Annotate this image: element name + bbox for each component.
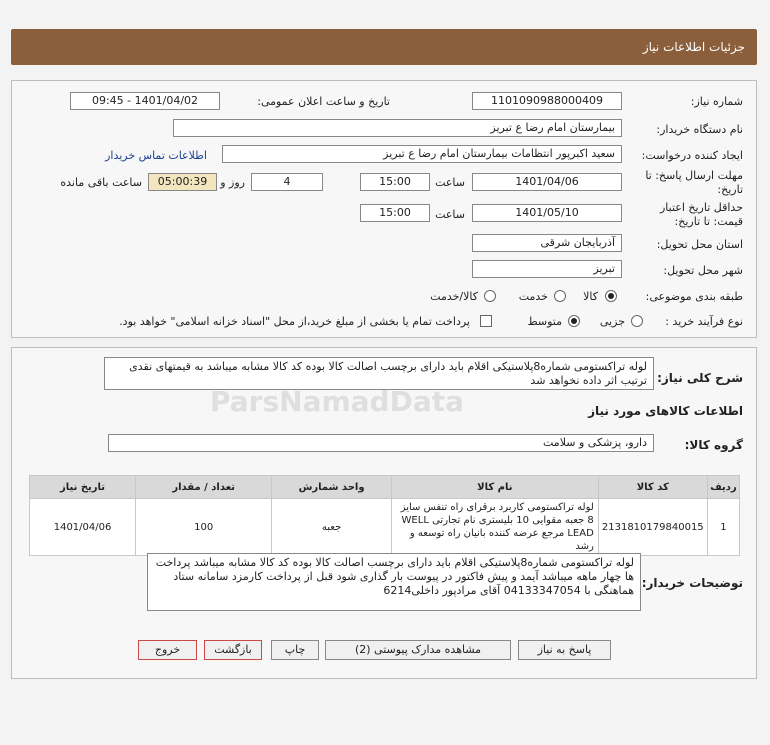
category-service-label: خدمت <box>518 290 548 303</box>
col-name: نام کالا <box>391 476 598 499</box>
back-button[interactable]: بازگشت <box>204 640 262 660</box>
deadline-time-field: 15:00 <box>360 173 430 191</box>
table-row <box>30 499 740 556</box>
cell-date: 1401/04/06 <box>30 499 136 556</box>
page-header <box>11 29 757 65</box>
process-medium-label: متوسط <box>527 315 562 328</box>
category-service-radio[interactable] <box>554 290 566 302</box>
remaining-time-field: 05:00:39 <box>148 173 217 191</box>
category-goods-label: کالا <box>583 290 598 303</box>
need-number-field: 1101090988000409 <box>472 92 622 110</box>
col-code: کد کالا <box>598 476 707 499</box>
page-title: جزئیات اطلاعات نیاز <box>642 40 745 54</box>
requester-field: سعید اکبرپور انتظامات بیمارستان امام رضا ع تبریز <box>222 145 622 163</box>
days-label: روز و <box>220 176 245 189</box>
validity-time-field: 15:00 <box>360 204 430 222</box>
process-label: نوع فرآیند خرید : <box>665 315 743 328</box>
deadline-date-field: 1401/04/06 <box>472 173 622 191</box>
category-goods-radio[interactable] <box>605 290 617 302</box>
buyer-org-label: نام دستگاه خریدار: <box>656 123 743 136</box>
category-goods-service-label: کالا/خدمت <box>430 290 478 303</box>
deadline-time-label: ساعت <box>435 176 465 189</box>
buyer-notes-label: توضیحات خریدار: <box>641 576 743 590</box>
process-minor-label: جزیی <box>599 315 625 328</box>
announce-field: 1401/04/02 - 09:45 <box>70 92 220 110</box>
table-header-row <box>30 476 740 499</box>
category-label: طبقه بندی موضوعی: <box>645 290 743 303</box>
validity-date-field: 1401/05/10 <box>472 204 622 222</box>
city-label: شهر محل تحویل: <box>663 264 743 277</box>
announce-label: تاریخ و ساعت اعلان عمومی: <box>257 95 390 108</box>
general-desc-label: شرح کلی نیاز: <box>657 371 743 385</box>
reply-button[interactable]: پاسخ به نیاز <box>518 640 611 660</box>
category-goods-service-radio[interactable] <box>484 290 496 302</box>
province-label: استان محل تحویل: <box>656 238 743 251</box>
buyer-notes-field: لوله تراکستومی شماره8پلاستیکی اقلام باید دارای برچسب اصالت کالا بوده کد کالا مشابه میباشد پرداخت ها چهار ماهه میباشد آیمد و پیش فاکتور در پیوست بار گذاری شود قبل از پرداخت کارمزد سامانه ستاد هماهنگی با 04133347054 آقای مرادپور داخلی6214 <box>147 553 641 611</box>
print-button[interactable]: چاپ <box>271 640 319 660</box>
days-field: 4 <box>251 173 323 191</box>
requester-label: ایجاد کننده درخواست: <box>641 149 743 162</box>
process-minor-radio[interactable] <box>631 315 643 327</box>
cell-unit: جعبه <box>272 499 392 556</box>
treasury-payment-checkbox[interactable] <box>480 315 492 327</box>
validity-label-2: قیمت: تا تاریخ: <box>674 215 743 228</box>
cell-name: لوله تراکستومی کاربرد برقرای راه تنفس سایز 8 جعبه مقوایی 10 بلیستری نام تجارتی WELL LEAD مرجع عرضه کننده بانیان راه توسعه و رشد <box>391 499 598 556</box>
goods-group-field: دارو، پزشکی و سلامت <box>108 434 654 452</box>
validity-label: حداقل تاریخ اعتبار <box>659 201 743 214</box>
buyer-org-field: بیمارستان امام رضا ع تبریز <box>173 119 622 137</box>
remaining-label: ساعت باقی مانده <box>60 176 142 189</box>
treasury-payment-note: پرداخت تمام یا بخشی از مبلغ خرید،از محل "اسناد خزانه اسلامی" خواهد بود. <box>119 315 470 328</box>
col-qty: تعداد / مقدار <box>136 476 272 499</box>
deadline-label: مهلت ارسال پاسخ: تا <box>645 169 743 182</box>
cell-qty: 100 <box>136 499 272 556</box>
cell-code: 2131810179840015 <box>598 499 707 556</box>
col-date: تاریخ نیاز <box>30 476 136 499</box>
process-medium-radio[interactable] <box>568 315 580 327</box>
goods-group-label: گروه کالا: <box>684 438 743 452</box>
goods-info-title: اطلاعات کالاهای مورد نیاز <box>588 404 743 418</box>
goods-table <box>29 475 740 556</box>
need-number-label: شماره نیاز: <box>690 95 743 108</box>
general-desc-field: لوله تراکستومی شماره8پلاستیکی اقلام باید دارای برچسب اصالت کالا بوده کد کالا مشابه میباشد به قیمتهای نقدی ترتیب اثر داده نخواهد شد <box>104 357 654 390</box>
validity-time-label: ساعت <box>435 208 465 221</box>
province-field: آذربایجان شرقی <box>472 234 622 252</box>
col-unit: واحد شمارش <box>272 476 392 499</box>
exit-button[interactable]: خروج <box>138 640 197 660</box>
watermark: ParsNamadData <box>210 385 464 418</box>
cell-row: 1 <box>707 499 739 556</box>
view-documents-button[interactable]: مشاهده مدارک پیوستی (2) <box>325 640 511 660</box>
city-field: تبریز <box>472 260 622 278</box>
buyer-contact-link[interactable]: اطلاعات تماس خریدار <box>105 149 207 162</box>
col-row: ردیف <box>707 476 739 499</box>
deadline-label-2: تاریخ: <box>717 183 743 196</box>
